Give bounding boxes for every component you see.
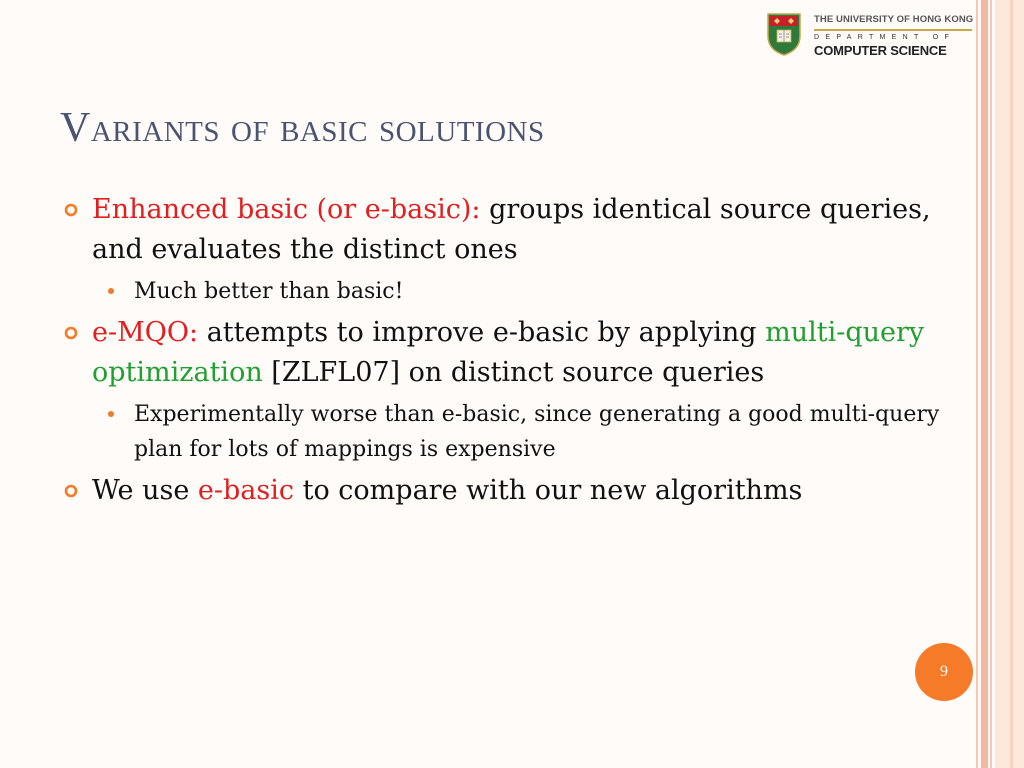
slide-title: Variants of basic solutions (60, 105, 545, 151)
bullet-highlight: e-basic (197, 475, 295, 506)
sub-bullet-text: Much better than basic! (134, 279, 404, 304)
bullet-text: attempts to improve e-basic by applying (198, 317, 766, 348)
sub-bullet-item (62, 397, 962, 467)
bullet-green-term: multi-query optimization (92, 317, 925, 388)
bullet-text-continued: to compare with our new algorithms (294, 475, 803, 506)
bullet-item (62, 313, 962, 393)
decorative-stripe (981, 0, 988, 768)
bullet-text: We use (92, 475, 198, 506)
hku-cs-logo (762, 10, 976, 60)
department-label: DEPARTMENT OF (814, 34, 956, 41)
dot-bullet-icon (108, 411, 114, 417)
bullet-highlight: e-MQO: (92, 317, 199, 348)
bullet-item (62, 471, 962, 511)
page-number: 9 (915, 643, 973, 701)
slide-content (62, 190, 962, 515)
bullet-item (62, 190, 962, 270)
decorative-stripe (1010, 0, 1013, 768)
sub-bullet-item (62, 274, 962, 309)
bullet-highlight: Enhanced basic (or e-basic): (92, 194, 481, 225)
dot-bullet-icon (108, 288, 114, 294)
logo-divider (814, 29, 972, 31)
university-crest-icon (766, 12, 802, 56)
ring-bullet-icon (64, 484, 78, 498)
university-name: THE UNIVERSITY OF HONG KONG (814, 14, 974, 25)
bullet-text-continued: [ZLFL07] on distinct source queries (262, 357, 765, 388)
bullet-text: groups identical source queries, and evaluates the distinct ones (92, 194, 931, 265)
department-name: COMPUTER SCIENCE (814, 43, 947, 58)
ring-bullet-icon (64, 203, 78, 217)
sub-bullet-text: Experimentally worse than e-basic, since generating a good multi-query plan for lots of mappings is expensive (134, 402, 940, 462)
decorative-stripe (990, 0, 992, 768)
decorative-stripe (976, 0, 978, 768)
ring-bullet-icon (64, 326, 78, 340)
